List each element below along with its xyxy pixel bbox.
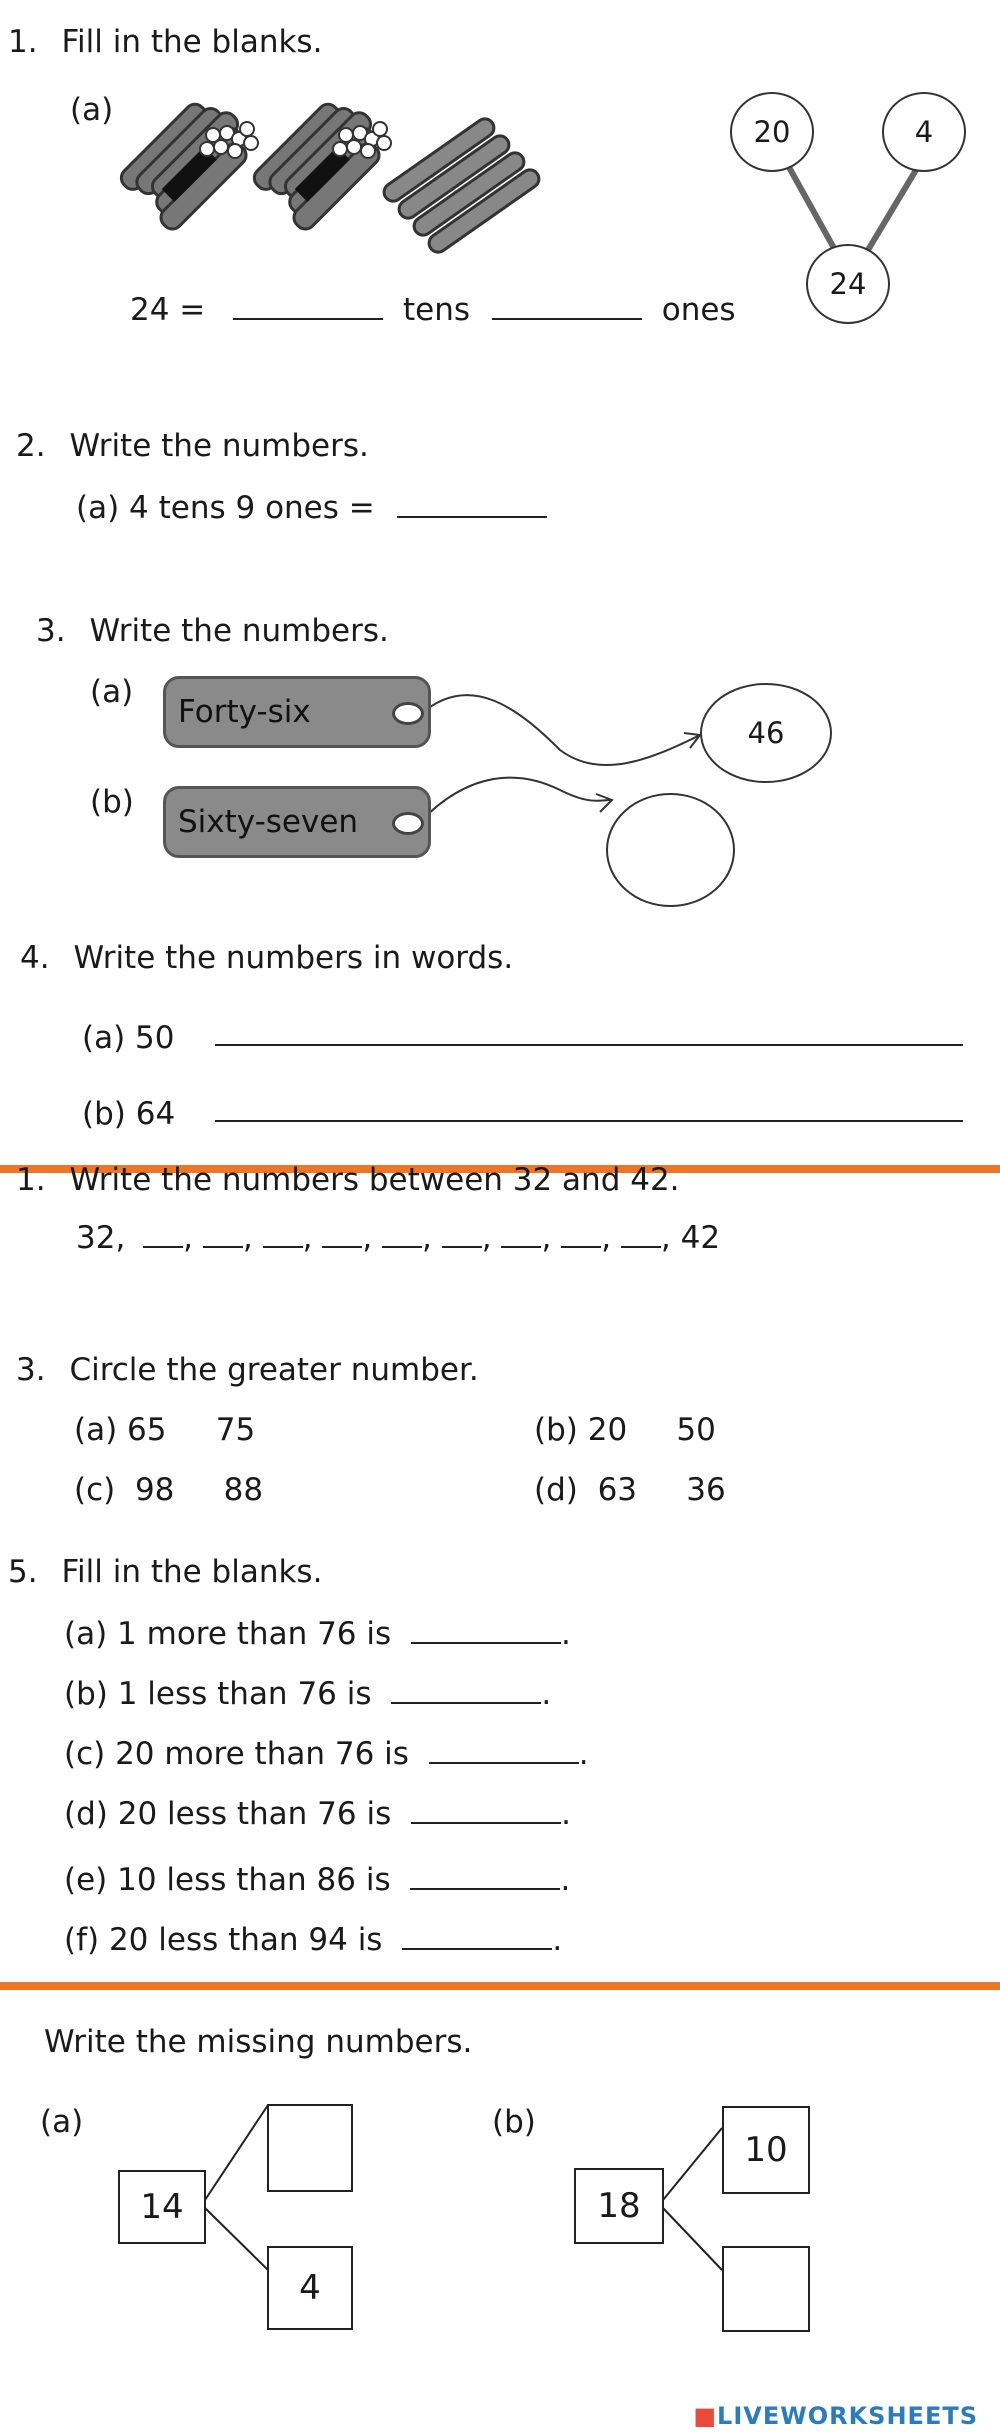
s3-title: Write the missing numbers. xyxy=(44,2024,473,2060)
s2-q5-c-text: (c) 20 more than 76 is xyxy=(64,1736,409,1772)
single-sticks xyxy=(381,115,543,255)
q4-number: 4. xyxy=(20,940,50,976)
q2-number: 2. xyxy=(16,428,46,464)
q3-b-card-text: Sixty-seven xyxy=(178,804,359,840)
q4-heading xyxy=(20,940,513,976)
q3-a-card-text: Forty-six xyxy=(178,694,311,730)
q1-equation xyxy=(130,292,736,328)
bond-part-a: 20 xyxy=(730,92,814,172)
sequence-blank-1[interactable] xyxy=(143,1222,183,1248)
sequence-blank-3[interactable] xyxy=(263,1222,303,1248)
s3-a-label: (a) xyxy=(40,2104,84,2140)
brand-icon: ■ xyxy=(693,2402,718,2430)
circle-pair-b[interactable]: (b) 20 50 xyxy=(534,1412,716,1448)
q3-b-card xyxy=(163,786,431,858)
q1-title: Fill in the blanks. xyxy=(61,24,323,60)
s2-q5-number: 5. xyxy=(8,1554,38,1590)
s2-q5-b-text: (b) 1 less than 76 is xyxy=(64,1676,372,1712)
q4-title: Write the numbers in words. xyxy=(73,940,514,976)
s2-q5-a-blank[interactable] xyxy=(411,1618,561,1644)
s2-q5-b-blank[interactable] xyxy=(391,1678,541,1704)
q3-a-connector-dot[interactable] xyxy=(392,702,424,725)
s2-q5-a: (a) 1 more than 76 is . xyxy=(64,1616,571,1652)
bond-part-b: 4 xyxy=(882,92,966,172)
s2-q5-f: (f) 20 less than 94 is . xyxy=(64,1922,563,1958)
q1-part-a: (a) xyxy=(70,92,114,128)
sequence-blank-7[interactable] xyxy=(501,1222,541,1248)
s2-q5-c: (c) 20 more than 76 is . xyxy=(64,1736,589,1772)
s3-a-top-box[interactable] xyxy=(267,2104,353,2192)
q2-heading xyxy=(16,428,369,464)
s2-q5-a-text: (a) 1 more than 76 is xyxy=(64,1616,392,1652)
s2-q1-number: 1. xyxy=(16,1162,46,1198)
sequence-blank-6[interactable] xyxy=(442,1222,482,1248)
s2-q5-d-blank[interactable] xyxy=(411,1798,561,1824)
s3-b-whole-box: 18 xyxy=(574,2168,664,2244)
q3-title: Write the numbers. xyxy=(89,613,389,649)
s3-b-top-box: 10 xyxy=(722,2106,810,2194)
q1-eq-lhs: 24 = xyxy=(130,292,206,328)
sequence-blank-8[interactable] xyxy=(561,1222,601,1248)
s2-q5-d-text: (d) 20 less than 76 is xyxy=(64,1796,392,1832)
s2-q3-number: 3. xyxy=(16,1352,46,1388)
q3-b-connector-dot[interactable] xyxy=(392,812,424,835)
s2-q5-c-blank[interactable] xyxy=(429,1738,579,1764)
s2-q5-title: Fill in the blanks. xyxy=(61,1554,323,1590)
s2-q5-e-text: (e) 10 less than 86 is xyxy=(64,1862,391,1898)
sequence-start: 32, xyxy=(76,1220,126,1256)
s3-b-bottom-box[interactable] xyxy=(722,2246,810,2332)
sequence-blank-4[interactable] xyxy=(322,1222,362,1248)
s2-q1-heading-real xyxy=(16,1162,680,1198)
q3-a-label: (a) xyxy=(90,674,134,710)
q2-a-blank[interactable] xyxy=(397,492,547,518)
s2-q5-f-text: (f) 20 less than 94 is xyxy=(64,1922,383,1958)
q1-tens-label: tens xyxy=(403,292,471,328)
sequence-blank-5[interactable] xyxy=(382,1222,422,1248)
ten-stick-bundle-1 xyxy=(117,100,258,233)
sequence-end: , 42 xyxy=(660,1220,721,1256)
s3-a-bottom-box: 4 xyxy=(267,2246,353,2330)
q3-b-answer-circle[interactable] xyxy=(606,793,735,907)
q1-tens-blank[interactable] xyxy=(233,294,383,320)
sequence-blank-9[interactable] xyxy=(621,1222,661,1248)
q1-ones-blank[interactable] xyxy=(492,294,642,320)
q3-number: 3. xyxy=(36,613,66,649)
bond-whole: 24 xyxy=(806,244,890,324)
s2-q3-heading xyxy=(16,1352,479,1388)
s2-q1-title: Write the numbers between 32 and 42. xyxy=(69,1162,680,1198)
circle-pair-a[interactable]: (a) 65 75 xyxy=(74,1412,256,1448)
q4-b-answer-line[interactable] xyxy=(215,1120,963,1122)
s2-q5-e: (e) 10 less than 86 is . xyxy=(64,1862,571,1898)
q1-ones-label: ones xyxy=(661,292,736,328)
q4-a-answer-line[interactable] xyxy=(215,1044,963,1046)
q1-number: 1. xyxy=(8,24,38,60)
circle-pair-d[interactable]: (d) 63 36 xyxy=(534,1472,726,1508)
s2-q5-f-blank[interactable] xyxy=(402,1924,552,1950)
s2-q5-heading xyxy=(8,1554,322,1590)
sequence-blank-2[interactable] xyxy=(203,1222,243,1248)
s2-q5-e-blank[interactable] xyxy=(410,1864,560,1890)
s3-a-whole-box: 14 xyxy=(118,2170,206,2244)
number-bond-lines xyxy=(785,160,922,250)
ten-stick-bundle-2 xyxy=(250,100,391,233)
q2-title: Write the numbers. xyxy=(69,428,369,464)
s2-q5-d: (d) 20 less than 76 is . xyxy=(64,1796,571,1832)
liveworksheets-logo xyxy=(693,2402,978,2430)
brand-text: LIVEWORKSHEETS xyxy=(717,2402,978,2430)
section-separator-2 xyxy=(0,1982,1000,1990)
q4-a-label: (a) 50 xyxy=(82,1020,175,1056)
q3-a-answer-circle: 46 xyxy=(700,683,832,783)
s2-q3-title: Circle the greater number. xyxy=(69,1352,479,1388)
circle-pair-c[interactable]: (c) 98 88 xyxy=(74,1472,264,1508)
q3-heading xyxy=(36,613,389,649)
q4-b-label: (b) 64 xyxy=(82,1096,176,1132)
q3-a-card xyxy=(163,676,431,748)
q2-a xyxy=(76,490,547,526)
s3-b-label: (b) xyxy=(492,2104,536,2140)
q3-b-label: (b) xyxy=(90,784,134,820)
s2-q5-b: (b) 1 less than 76 is . xyxy=(64,1676,552,1712)
q2-a-text: (a) 4 tens 9 ones = xyxy=(76,490,375,526)
s2-q1-sequence: 32, , , , , , , , , , 42 xyxy=(76,1220,721,1256)
